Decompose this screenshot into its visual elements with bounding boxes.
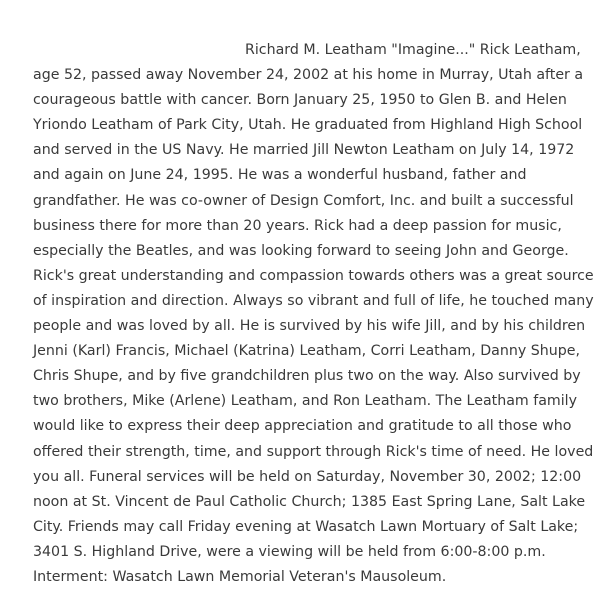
obituary-line: age 52, passed away November 24, 2002 at his home in Murray, Utah after a [33,67,584,84]
obituary-line: courageous battle with cancer. Born January 25, 1950 to Glen B. and Helen [33,92,567,109]
obituary-line: Yriondo Leatham of Park City, Utah. He graduated from Highland High School [33,117,583,134]
obituary-line: especially the Beatles, and was looking forward to seeing John and George. [33,242,569,259]
obituary-line: grandfather. He was co-owner of Design Comfort, Inc. and built a successful [33,192,574,209]
obituary-text [33,38,594,590]
obituary-line: 3401 S. Highland Drive, were a viewing will be held from 6:00-8:00 p.m. [33,543,546,560]
obituary-line: Richard M. Leatham "Imagine..." Rick Leatham, [245,42,581,58]
obituary-line: offered their strength, time, and support through Rick's time of need. He loved [33,443,594,460]
obituary-line: would like to express their deep appreciation and gratitude to all those who [33,418,572,435]
obituary-line: of inspiration and direction. Always so vibrant and full of life, he touched many [33,292,594,309]
obituary-line: and served in the US Navy. He married Jill Newton Leatham on July 14, 1972 [33,142,575,159]
obituary-line: two brothers, Mike (Arlene) Leatham, and Ron Leatham. The Leatham family [33,393,578,410]
obituary-line: and again on June 24, 1995. He was a wonderful husband, father and [33,167,527,184]
obituary-line: people and was loved by all. He is survived by his wife Jill, and by his children [33,318,586,335]
obituary-line: Rick's great understanding and compassion towards others was a great source [33,267,594,284]
obituary-line: City. Friends may call Friday evening at Wasatch Lawn Mortuary of Salt Lake; [33,518,579,535]
obituary-line: Chris Shupe, and by five grandchildren plus two on the way. Also survived by [33,368,581,385]
obituary-line: Interment: Wasatch Lawn Memorial Veteran's Mausoleum. [33,568,447,585]
obituary-line: Jenni (Karl) Francis, Michael (Katrina) Leatham, Corri Leatham, Danny Shupe, [33,343,580,360]
obituary-line: you all. Funeral services will be held on Saturday, November 30, 2002; 12:00 [33,468,582,485]
obituary-line: business there for more than 20 years. Rick had a deep passion for music, [33,217,562,234]
obituary-line: noon at St. Vincent de Paul Catholic Church; 1385 East Spring Lane, Salt Lake [33,493,586,510]
